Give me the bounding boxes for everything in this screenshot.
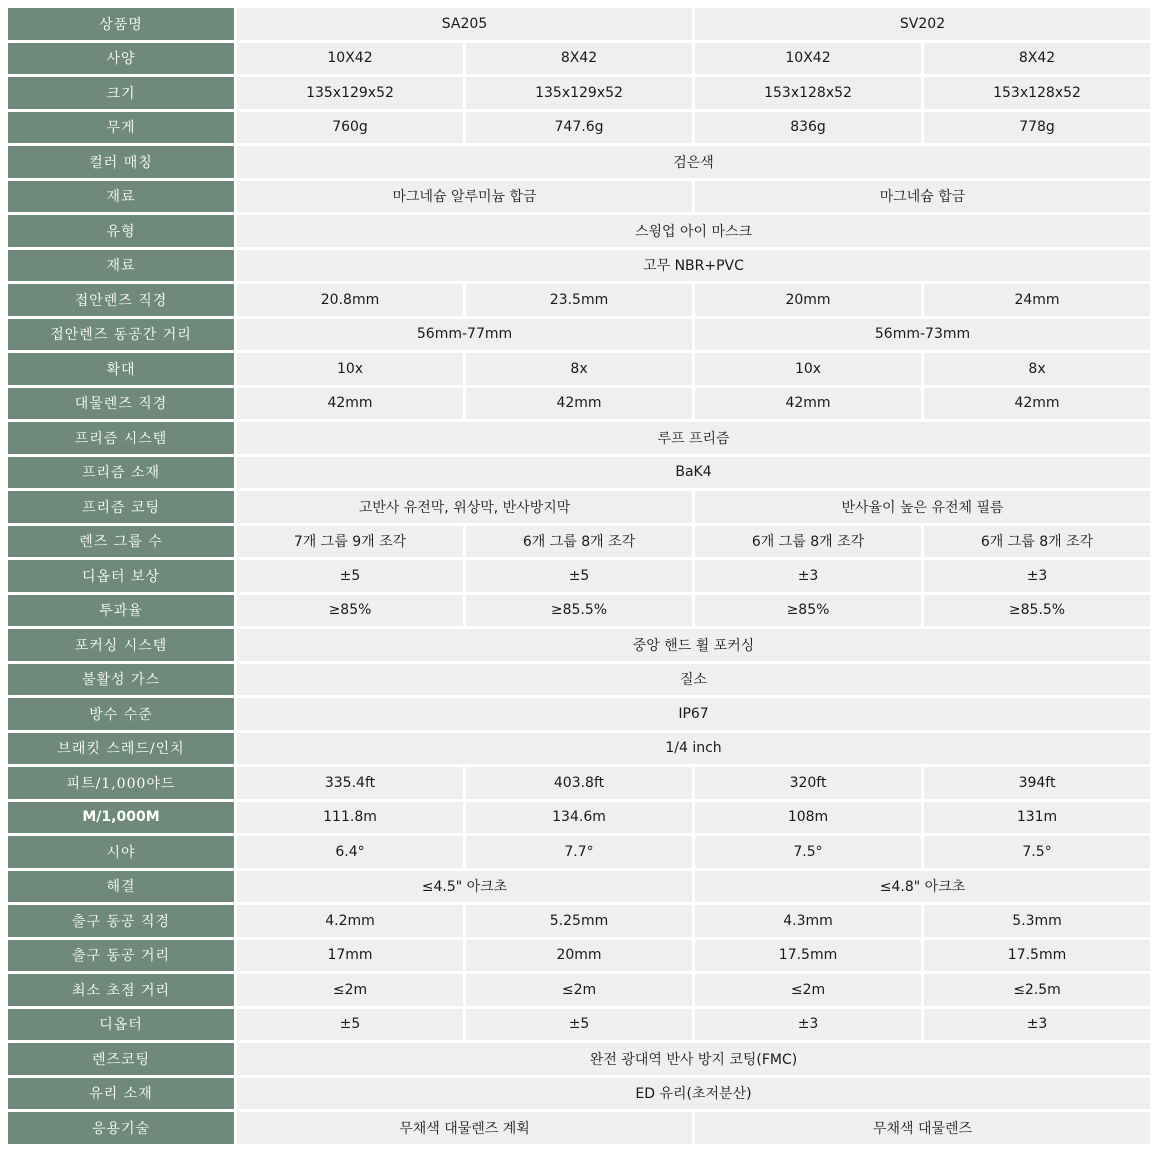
- row-label: 렌즈 그룹 수: [8, 526, 234, 558]
- spec-row: [8, 940, 1150, 972]
- row-label: 출구 동공 직경: [8, 905, 234, 937]
- spec-value-cell: 135x129x52: [237, 77, 463, 109]
- spec-value-cell: 7.5°: [695, 836, 921, 868]
- row-label: 프리즘 시스템: [8, 422, 234, 454]
- spec-value-cell: ±3: [695, 560, 921, 592]
- spec-value-cell: 10X42: [237, 43, 463, 75]
- spec-value-cell: 마그네슘 합금: [695, 181, 1150, 213]
- spec-row: [8, 767, 1150, 799]
- spec-row: [8, 1078, 1150, 1110]
- spec-value-cell: 7.7°: [466, 836, 692, 868]
- spec-value-cell: ≤2m: [237, 974, 463, 1006]
- spec-value-cell: ±3: [695, 1009, 921, 1041]
- spec-value-cell: 중앙 핸드 휠 포커싱: [237, 629, 1150, 661]
- spec-row: [8, 146, 1150, 178]
- row-label: 프리즘 소재: [8, 457, 234, 489]
- spec-value-cell: ED 유리(초저분산): [237, 1078, 1150, 1110]
- spec-value-cell: 134.6m: [466, 802, 692, 834]
- spec-row: [8, 112, 1150, 144]
- row-label: 포커싱 시스템: [8, 629, 234, 661]
- spec-value-cell: 42mm: [695, 388, 921, 420]
- row-label: 시야: [8, 836, 234, 868]
- spec-value-cell: ±3: [924, 1009, 1150, 1041]
- row-label: 대물렌즈 직경: [8, 388, 234, 420]
- spec-row: [8, 8, 1150, 40]
- row-label: M/1,000M: [8, 802, 234, 834]
- spec-value-cell: 8X42: [924, 43, 1150, 75]
- row-label: 방수 수준: [8, 698, 234, 730]
- spec-value-cell: 8x: [466, 353, 692, 385]
- spec-value-cell: ≥85.5%: [924, 595, 1150, 627]
- spec-row: [8, 1043, 1150, 1075]
- spec-value-cell: ≤4.8" 아크초: [695, 871, 1150, 903]
- spec-row: [8, 491, 1150, 523]
- spec-row: [8, 526, 1150, 558]
- spec-value-cell: ≥85%: [695, 595, 921, 627]
- spec-table: [5, 5, 1153, 1147]
- spec-value-cell: 394ft: [924, 767, 1150, 799]
- row-label: 해결: [8, 871, 234, 903]
- spec-value-cell: 4.3mm: [695, 905, 921, 937]
- spec-row: [8, 457, 1150, 489]
- row-label: 컬러 매칭: [8, 146, 234, 178]
- spec-value-cell: 760g: [237, 112, 463, 144]
- row-label: 상품명: [8, 8, 234, 40]
- spec-value-cell: 검은색: [237, 146, 1150, 178]
- spec-value-cell: 17.5mm: [695, 940, 921, 972]
- spec-row: [8, 284, 1150, 316]
- spec-value-cell: 고반사 유전막, 위상막, 반사방지막: [237, 491, 692, 523]
- spec-value-cell: 108m: [695, 802, 921, 834]
- row-label: 불활성 가스: [8, 664, 234, 696]
- spec-value-cell: IP67: [237, 698, 1150, 730]
- row-label: 접안렌즈 동공간 거리: [8, 319, 234, 351]
- spec-value-cell: SA205: [237, 8, 692, 40]
- spec-value-cell: 8X42: [466, 43, 692, 75]
- spec-value-cell: 153x128x52: [924, 77, 1150, 109]
- spec-value-cell: 무채색 대물렌즈: [695, 1112, 1150, 1144]
- row-label: 브래킷 스레드/인치: [8, 733, 234, 765]
- spec-value-cell: 질소: [237, 664, 1150, 696]
- spec-value-cell: 135x129x52: [466, 77, 692, 109]
- row-label: 출구 동공 거리: [8, 940, 234, 972]
- spec-row: [8, 629, 1150, 661]
- spec-table-body: [8, 8, 1150, 1144]
- row-label: 디옵터 보상: [8, 560, 234, 592]
- spec-row: [8, 77, 1150, 109]
- spec-value-cell: ≤4.5" 아크초: [237, 871, 692, 903]
- spec-value-cell: 131m: [924, 802, 1150, 834]
- spec-row: [8, 802, 1150, 834]
- spec-value-cell: ±5: [466, 560, 692, 592]
- spec-value-cell: 고무 NBR+PVC: [237, 250, 1150, 282]
- spec-row: [8, 250, 1150, 282]
- spec-value-cell: 24mm: [924, 284, 1150, 316]
- row-label: 재료: [8, 181, 234, 213]
- spec-value-cell: ≤2m: [695, 974, 921, 1006]
- spec-row: [8, 353, 1150, 385]
- spec-value-cell: 20.8mm: [237, 284, 463, 316]
- row-label: 재료: [8, 250, 234, 282]
- spec-value-cell: 56mm-77mm: [237, 319, 692, 351]
- spec-row: [8, 871, 1150, 903]
- spec-value-cell: 7개 그룹 9개 조각: [237, 526, 463, 558]
- spec-value-cell: 5.3mm: [924, 905, 1150, 937]
- spec-value-cell: 20mm: [695, 284, 921, 316]
- spec-value-cell: ±5: [237, 1009, 463, 1041]
- spec-value-cell: 10x: [237, 353, 463, 385]
- spec-value-cell: SV202: [695, 8, 1150, 40]
- spec-value-cell: 17mm: [237, 940, 463, 972]
- spec-value-cell: 42mm: [924, 388, 1150, 420]
- spec-value-cell: 320ft: [695, 767, 921, 799]
- spec-row: [8, 1009, 1150, 1041]
- spec-value-cell: 42mm: [237, 388, 463, 420]
- row-label: 렌즈코팅: [8, 1043, 234, 1075]
- row-label: 크기: [8, 77, 234, 109]
- spec-value-cell: 6.4°: [237, 836, 463, 868]
- row-label: 접안렌즈 직경: [8, 284, 234, 316]
- spec-value-cell: 20mm: [466, 940, 692, 972]
- spec-row: [8, 595, 1150, 627]
- spec-value-cell: 56mm-73mm: [695, 319, 1150, 351]
- spec-value-cell: 10x: [695, 353, 921, 385]
- row-label: 디옵터: [8, 1009, 234, 1041]
- row-label: 피트/1,000야드: [8, 767, 234, 799]
- spec-row: [8, 974, 1150, 1006]
- spec-value-cell: 완전 광대역 반사 방지 코팅(FMC): [237, 1043, 1150, 1075]
- spec-value-cell: ≤2.5m: [924, 974, 1150, 1006]
- spec-row: [8, 1112, 1150, 1144]
- spec-row: [8, 215, 1150, 247]
- spec-value-cell: 7.5°: [924, 836, 1150, 868]
- spec-value-cell: 111.8m: [237, 802, 463, 834]
- spec-value-cell: 778g: [924, 112, 1150, 144]
- spec-row: [8, 319, 1150, 351]
- spec-row: [8, 836, 1150, 868]
- spec-value-cell: 836g: [695, 112, 921, 144]
- spec-value-cell: 반사율이 높은 유전체 필름: [695, 491, 1150, 523]
- spec-value-cell: ≥85%: [237, 595, 463, 627]
- spec-row: [8, 181, 1150, 213]
- spec-value-cell: BaK4: [237, 457, 1150, 489]
- spec-value-cell: 1/4 inch: [237, 733, 1150, 765]
- spec-value-cell: 153x128x52: [695, 77, 921, 109]
- spec-value-cell: 무채색 대물렌즈 계획: [237, 1112, 692, 1144]
- row-label: 프리즘 코팅: [8, 491, 234, 523]
- spec-row: [8, 43, 1150, 75]
- spec-value-cell: 335.4ft: [237, 767, 463, 799]
- spec-value-cell: 403.8ft: [466, 767, 692, 799]
- spec-value-cell: 4.2mm: [237, 905, 463, 937]
- spec-value-cell: 8x: [924, 353, 1150, 385]
- spec-row: [8, 388, 1150, 420]
- spec-value-cell: ±5: [237, 560, 463, 592]
- spec-value-cell: 17.5mm: [924, 940, 1150, 972]
- spec-value-cell: 스윙업 아이 마스크: [237, 215, 1150, 247]
- spec-value-cell: 6개 그룹 8개 조각: [695, 526, 921, 558]
- spec-value-cell: ≥85.5%: [466, 595, 692, 627]
- row-label: 확대: [8, 353, 234, 385]
- spec-row: [8, 422, 1150, 454]
- spec-value-cell: 루프 프리즘: [237, 422, 1150, 454]
- spec-row: [8, 733, 1150, 765]
- spec-value-cell: 747.6g: [466, 112, 692, 144]
- spec-value-cell: 5.25mm: [466, 905, 692, 937]
- spec-value-cell: ≤2m: [466, 974, 692, 1006]
- spec-value-cell: 6개 그룹 8개 조각: [924, 526, 1150, 558]
- row-label: 최소 초점 거리: [8, 974, 234, 1006]
- row-label: 유형: [8, 215, 234, 247]
- spec-row: [8, 560, 1150, 592]
- spec-value-cell: ±5: [466, 1009, 692, 1041]
- spec-value-cell: ±3: [924, 560, 1150, 592]
- spec-row: [8, 905, 1150, 937]
- row-label: 무게: [8, 112, 234, 144]
- row-label: 투과율: [8, 595, 234, 627]
- spec-value-cell: 42mm: [466, 388, 692, 420]
- spec-row: [8, 698, 1150, 730]
- row-label: 응용기술: [8, 1112, 234, 1144]
- spec-value-cell: 마그네슘 알루미늄 합금: [237, 181, 692, 213]
- row-label: 사양: [8, 43, 234, 75]
- spec-value-cell: 10X42: [695, 43, 921, 75]
- row-label: 유리 소재: [8, 1078, 234, 1110]
- spec-value-cell: 6개 그룹 8개 조각: [466, 526, 692, 558]
- spec-value-cell: 23.5mm: [466, 284, 692, 316]
- spec-row: [8, 664, 1150, 696]
